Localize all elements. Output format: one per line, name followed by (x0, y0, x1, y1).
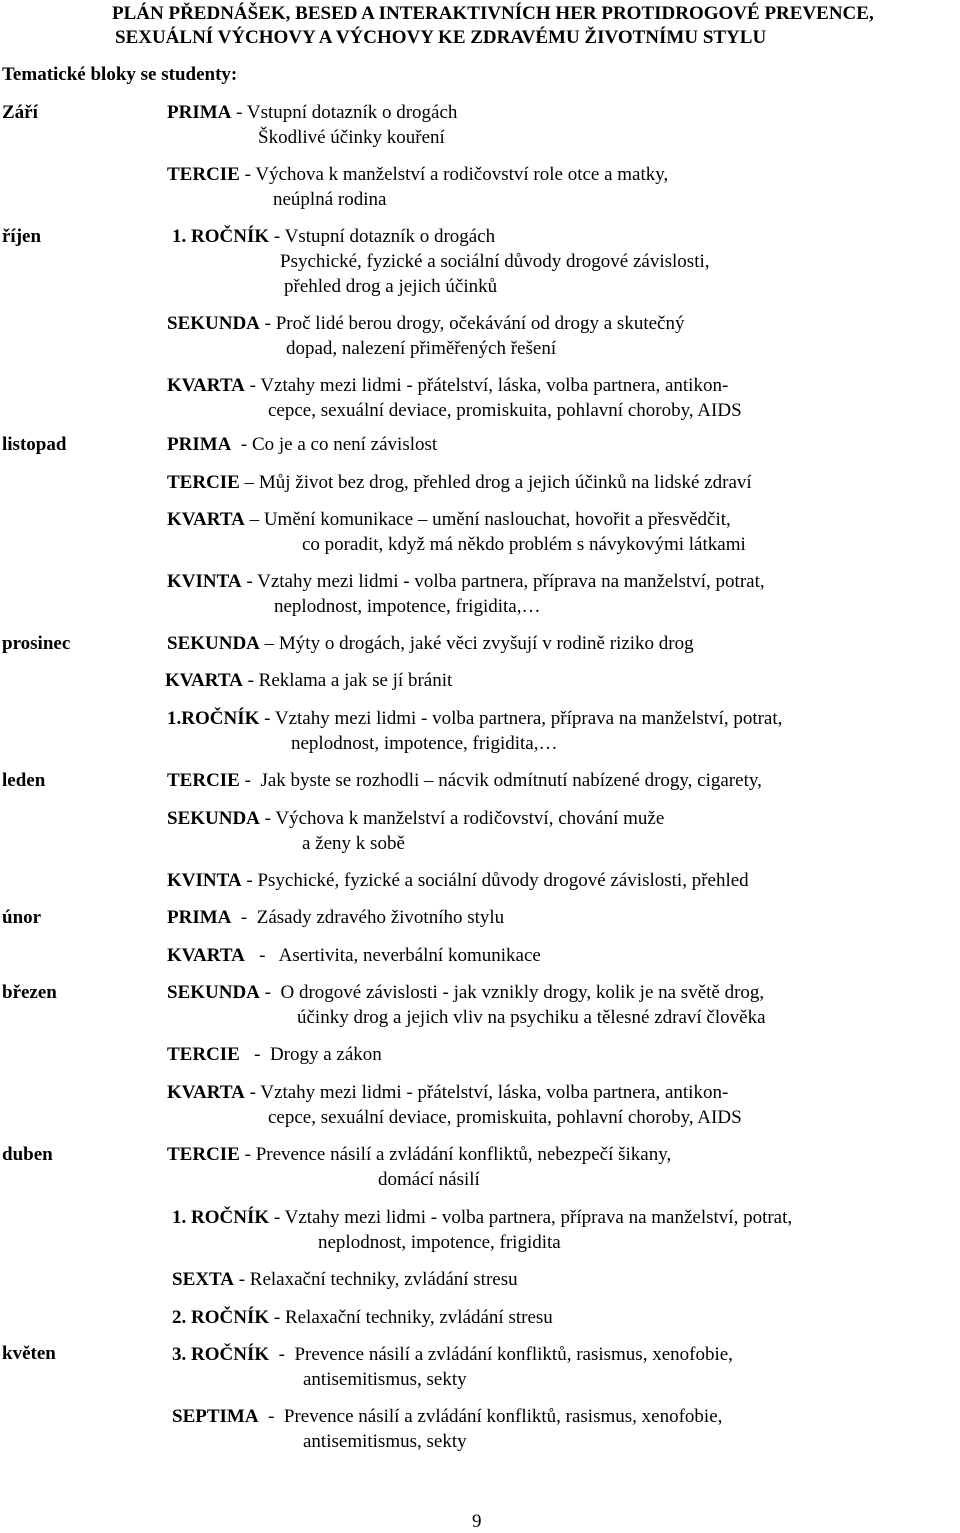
topic-text: Umění komunikace – umění naslouchat, hovořit a přesvědčit, (263, 509, 731, 530)
topic-text: přehled drog a jejich účinků (284, 276, 498, 297)
topic-entry: 3. ROČNÍK - Prevence násilí a zvládání konfliktů, rasismus, xenofobie, antisemitismus, sekty (172, 1344, 733, 1390)
class-label: SEXTA (172, 1269, 234, 1290)
topic-text: neplodnost, impotence, frigidita,… (291, 733, 558, 754)
topic-text: Vztahy mezi lidmi - volba partnera, příprava na manželství, potrat, (274, 708, 783, 729)
topic-text: Psychické, fyzické a sociální důvody drogové závislosti, (280, 251, 710, 272)
topic-text: Co je a co není závislost (251, 434, 438, 455)
class-label: KVINTA (167, 571, 242, 592)
month-label: prosinec (2, 633, 71, 654)
topic-entry: TERCIE - Drogy a zákon (167, 1044, 382, 1065)
topic-text: Vstupní dotazník o drogách (284, 226, 496, 247)
topic-text: co poradit, když má někdo problém s návykovými látkami (302, 534, 746, 555)
topic-entry: 1. ROČNÍK - Vztahy mezi lidmi - volba partnera, příprava na manželství, potrat, neplodnost, impotence, frigidita (172, 1207, 793, 1253)
topic-text: Asertivita, neverbální komunikace (278, 945, 541, 966)
class-label: SEKUNDA (167, 982, 260, 1003)
class-label: SEKUNDA (167, 808, 260, 829)
topic-text: Škodlivé účinky kouření (258, 127, 445, 148)
topic-text: Vztahy mezi lidmi - přátelství, láska, volba partnera, antikon- (260, 375, 729, 396)
topic-entry: SEPTIMA - Prevence násilí a zvládání konfliktů, rasismus, xenofobie, antisemitismus, sekty (172, 1406, 723, 1452)
class-label: TERCIE (167, 164, 240, 185)
topic-text: antisemitismus, sekty (303, 1431, 467, 1452)
month-label: listopad (2, 434, 67, 455)
class-label: TERCIE (167, 770, 240, 791)
month-label: květen (2, 1343, 56, 1364)
class-label: KVARTA (167, 509, 245, 530)
topic-text: Relaxační techniky, zvládání stresu (249, 1269, 518, 1290)
class-label: 1. ROČNÍK (172, 1207, 270, 1228)
topic-text: Zásady zdravého životního stylu (256, 907, 505, 928)
topic-entry: PRIMA - Co je a co není závislost (167, 434, 438, 455)
topic-entry: TERCIE – Můj život bez drog, přehled drog a jejich účinků na lidské zdraví (167, 472, 752, 493)
month-label: Září (2, 102, 38, 123)
topic-text: domácí násilí (378, 1169, 480, 1190)
class-label: KVARTA (167, 375, 245, 396)
topic-entry: KVINTA - Vztahy mezi lidmi - volba partnera, příprava na manželství, potrat, neplodnost, impotence, frigidita,… (167, 571, 765, 617)
topic-text: Relaxační techniky, zvládání stresu (284, 1307, 553, 1328)
topic-text: Reklama a jak se jí bránit (258, 670, 453, 691)
topic-text: Proč lidé berou drogy, očekávání od drogy a skutečný (275, 313, 685, 334)
class-label: KVINTA (167, 870, 242, 891)
topic-entry: KVARTA - Reklama a jak se jí bránit (165, 670, 453, 691)
topic-text: Drogy a zákon (269, 1044, 382, 1065)
topic-text: Psychické, fyzické a sociální důvody drogové závislosti, přehled (257, 870, 749, 891)
month-label: leden (2, 770, 46, 791)
month-label: duben (2, 1144, 53, 1165)
topic-entry: KVINTA - Psychické, fyzické a sociální důvody drogové závislosti, přehled (167, 870, 749, 891)
topic-text: Prevence násilí a zvládání konfliktů, nebezpečí šikany, (255, 1144, 672, 1165)
topic-entry: KVARTA – Umění komunikace – umění naslouchat, hovořit a přesvědčit, co poradit, když má někdo problém s návykovými látkami (167, 509, 746, 555)
class-label: 3. ROČNÍK (172, 1344, 270, 1365)
topic-text: antisemitismus, sekty (303, 1369, 467, 1390)
topic-text: Mýty o drogách, jaké věci zvyšují v rodině riziko drog (278, 633, 694, 654)
topic-text: Prevence násilí a zvládání konfliktů, rasismus, xenofobie, (283, 1406, 723, 1427)
topic-entry: SEKUNDA – Mýty o drogách, jaké věci zvyšují v rodině riziko drog (167, 633, 694, 654)
class-label: TERCIE (167, 1144, 240, 1165)
topic-entry: 1.ROČNÍK - Vztahy mezi lidmi - volba partnera, příprava na manželství, potrat, neplodnost, impotence, frigidita,… (167, 708, 783, 754)
topic-entry: SEXTA - Relaxační techniky, zvládání stresu (172, 1269, 518, 1290)
section-subtitle: Tematické bloky se studenty: (2, 64, 238, 85)
class-label: KVARTA (167, 945, 245, 966)
month-label: říjen (2, 226, 42, 247)
class-label: TERCIE (167, 472, 240, 493)
topic-text: Výchova k manželství a rodičovství, chování muže (275, 808, 665, 829)
topic-entry: SEKUNDA - O drogové závislosti - jak vznikly drogy, kolik je na světě drog, účinky drog a jejich vliv na psychiku a tělesné zdraví člověka (167, 982, 766, 1028)
topic-entry: 2. ROČNÍK - Relaxační techniky, zvládání stresu (172, 1307, 553, 1328)
topic-text: Jak byste se rozhodli – nácvik odmítnutí nabízené drogy, cigarety, (260, 770, 762, 791)
topic-text: Můj život bez drog, přehled drog a jejich účinků na lidské zdraví (258, 472, 752, 493)
topic-text: dopad, nalezení přiměřených řešení (286, 338, 557, 359)
class-label: KVARTA (165, 670, 243, 691)
topic-entry: PRIMA - Vstupní dotazník o drogách Škodlivé účinky kouření (167, 102, 458, 148)
topic-entry: KVARTA - Asertivita, neverbální komunikace (167, 945, 541, 966)
document-title (112, 2, 874, 50)
topic-text: Výchova k manželství a rodičovství role otce a matky, (255, 164, 669, 185)
topic-text: cepce, sexuální deviace, promiskuita, pohlavní choroby, AIDS (268, 400, 742, 421)
topic-text: Vztahy mezi lidmi - přátelství, láska, volba partnera, antikon- (260, 1082, 729, 1103)
month-label: únor (2, 907, 42, 928)
class-label: 1.ROČNÍK (167, 708, 260, 729)
class-label: PRIMA (167, 434, 232, 455)
topic-text: účinky drog a jejich vliv na psychiku a tělesné zdraví člověka (297, 1007, 766, 1028)
class-label: KVARTA (167, 1082, 245, 1103)
class-label: SEKUNDA (167, 313, 260, 334)
topic-text: Vztahy mezi lidmi - volba partnera, příprava na manželství, potrat, (257, 571, 765, 592)
topic-text: Prevence násilí a zvládání konfliktů, rasismus, xenofobie, (294, 1344, 733, 1365)
class-label: PRIMA (167, 907, 232, 928)
title-line-1: PLÁN PŘEDNÁŠEK, BESED A INTERAKTIVNÍCH HER PROTIDROGOVÉ PREVENCE, (112, 3, 874, 24)
topic-entry: KVARTA - Vztahy mezi lidmi - přátelství, láska, volba partnera, antikon- cepce, sexuální deviace, promiskuita, pohlavní choroby, AIDS (167, 375, 742, 421)
page-number: 9 (472, 1511, 482, 1532)
topic-text: cepce, sexuální deviace, promiskuita, pohlavní choroby, AIDS (268, 1107, 742, 1128)
topic-entry: SEKUNDA - Proč lidé berou drogy, očekávání od drogy a skutečný dopad, nalezení přiměřených řešení (167, 313, 685, 359)
topic-text: neplodnost, impotence, frigidita (318, 1232, 561, 1253)
class-label: TERCIE (167, 1044, 240, 1065)
topic-text: neplodnost, impotence, frigidita,… (274, 596, 541, 617)
topic-entry: TERCIE - Výchova k manželství a rodičovství role otce a matky, neúplná rodina (167, 164, 669, 210)
month-label: březen (2, 982, 57, 1003)
topic-text: Vstupní dotazník o drogách (246, 102, 458, 123)
title-line-2: SEXUÁLNÍ VÝCHOVY A VÝCHOVY KE ZDRAVÉMU ŽIVOTNÍMU STYLU (115, 27, 767, 48)
topic-entry: PRIMA - Zásady zdravého životního stylu (167, 907, 505, 928)
class-label: SEKUNDA (167, 633, 260, 654)
class-label: 2. ROČNÍK (172, 1307, 270, 1328)
topic-entry: TERCIE - Jak byste se rozhodli – nácvik odmítnutí nabízené drogy, cigarety, (167, 770, 762, 791)
class-label: 1. ROČNÍK (172, 226, 270, 247)
topic-text: a ženy k sobě (302, 833, 405, 854)
topic-entry: 1. ROČNÍK - Vstupní dotazník o drogách Psychické, fyzické a sociální důvody drogové závislosti, přehled drog a jejich účinků (172, 226, 710, 297)
topic-entry: SEKUNDA - Výchova k manželství a rodičovství, chování muže a ženy k sobě (167, 808, 665, 854)
topic-entry: TERCIE - Prevence násilí a zvládání konfliktů, nebezpečí šikany, domácí násilí (167, 1144, 672, 1190)
topic-entry: KVARTA - Vztahy mezi lidmi - přátelství, láska, volba partnera, antikon- cepce, sexuální deviace, promiskuita, pohlavní choroby, AIDS (167, 1082, 742, 1128)
topic-text: Vztahy mezi lidmi - volba partnera, příprava na manželství, potrat, (284, 1207, 793, 1228)
topic-text: O drogové závislosti - jak vznikly drogy, kolik je na světě drog, (280, 982, 765, 1003)
class-label: PRIMA (167, 102, 232, 123)
class-label: SEPTIMA (172, 1406, 259, 1427)
topic-text: neúplná rodina (273, 189, 387, 210)
